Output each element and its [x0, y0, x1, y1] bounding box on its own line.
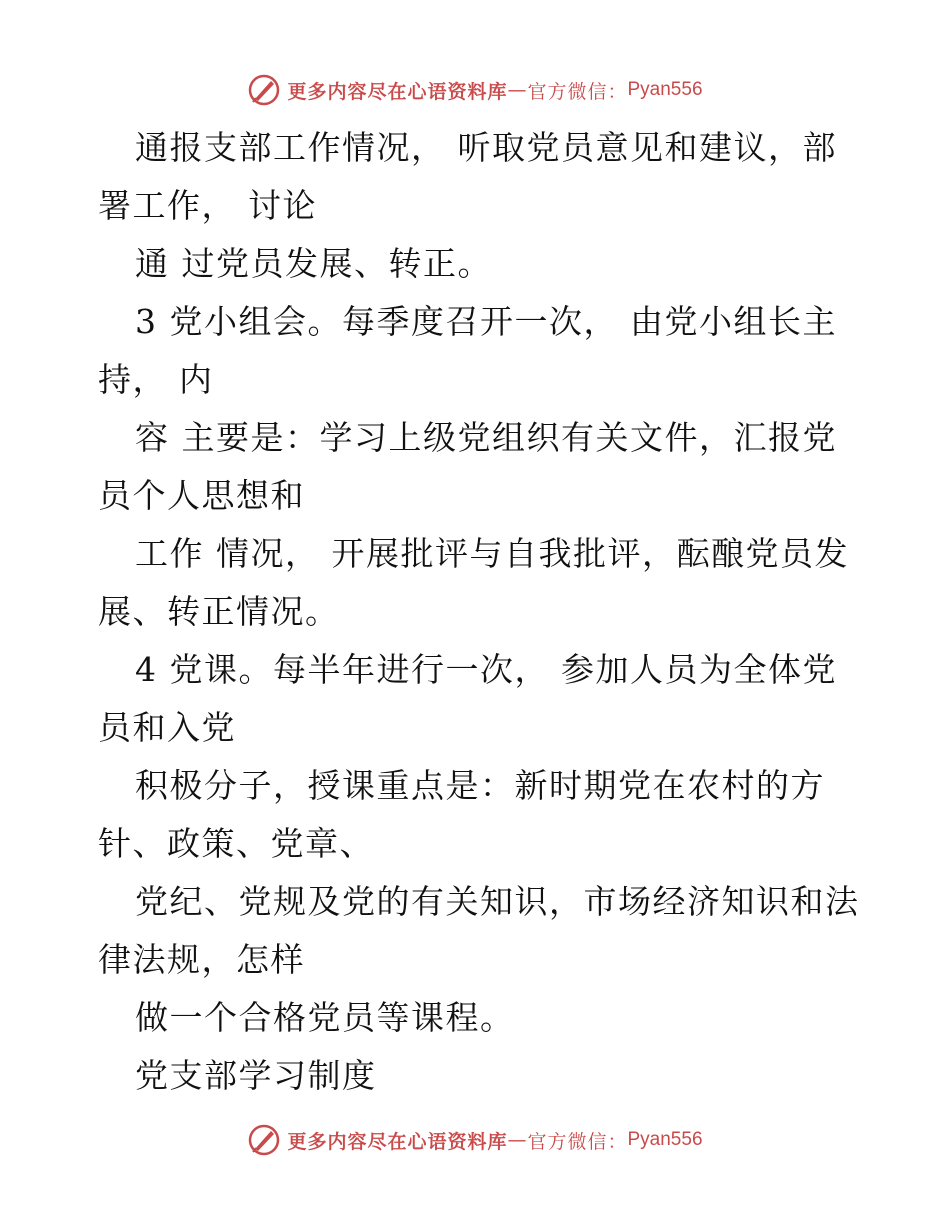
text-line: 工作 情况， 开展批评与自我批评，酝酿党员发 — [135, 534, 849, 573]
text-line: 律法规，怎样 — [98, 940, 305, 979]
text-line: 持， 内 — [98, 360, 214, 399]
text-line: 做一个合格党员等课程。 — [135, 998, 515, 1037]
quill-logo-icon — [247, 73, 281, 107]
text-line: 容 主要是：学习上级党组织有关文件，汇报党 — [135, 418, 837, 457]
banner-separator: — — [507, 79, 528, 101]
text-line: 署工作， 讨论 — [98, 186, 317, 225]
banner-wechat-id: Pyan556 — [627, 79, 703, 100]
text-line: 员和入党 — [98, 708, 236, 747]
banner-main-text: 更多内容尽在心语资料库 — [287, 1130, 508, 1153]
text-line: 针、政策、党章、 — [98, 824, 374, 863]
header-watermark-banner — [0, 70, 950, 110]
banner-wechat-id: Pyan556 — [627, 1129, 703, 1150]
text-line: 展、转正情况。 — [98, 592, 340, 631]
quill-logo-icon — [247, 1123, 281, 1157]
banner-wechat-label: 官方微信： — [527, 1130, 628, 1153]
banner-separator: — — [507, 1129, 528, 1151]
text-line: 3 党小组会。每季度召开一次， 由党小组长主 — [135, 302, 837, 341]
section-heading: 党支部学习制度 — [135, 1056, 377, 1095]
footer-watermark-banner — [0, 1120, 950, 1160]
text-line: 4 党课。每半年进行一次， 参加人员为全体党 — [135, 650, 837, 689]
text-line: 员个人思想和 — [98, 476, 305, 515]
text-line: 通报支部工作情况， 听取党员意见和建议，部 — [135, 128, 837, 167]
text-line: 通 过党员发展、转正。 — [135, 244, 492, 283]
text-line: 党纪、党规及党的有关知识，市场经济知识和法 — [135, 882, 860, 921]
text-line: 积极分子，授课重点是：新时期党在农村的方 — [135, 766, 825, 805]
banner-main-text: 更多内容尽在心语资料库 — [287, 80, 508, 103]
banner-wechat-label: 官方微信： — [527, 80, 628, 103]
